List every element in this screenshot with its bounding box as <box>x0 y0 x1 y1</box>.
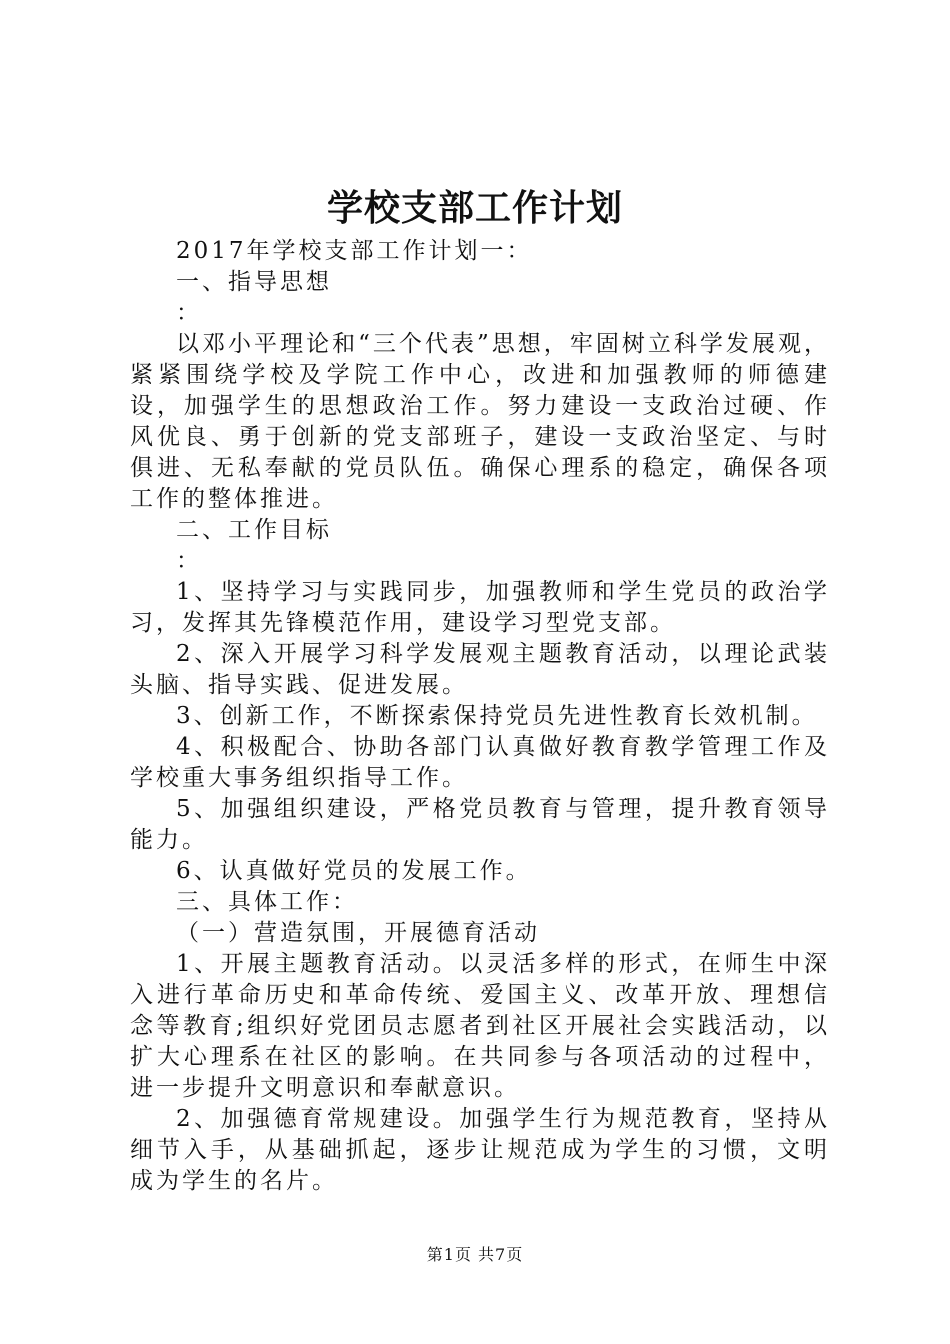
list-item: 1、坚持学习与实践同步，加强教师和学生党员的政治学习，发挥其先锋模范作用，建设学习型党支部。 <box>130 579 830 636</box>
list-item: 2、加强德育常规建设。加强学生行为规范教育，坚持从细节入手，从基础抓起，逐步让规范成为学生的习惯，文明成为学生的名片。 <box>130 1106 830 1194</box>
page-number-footer: 第1页 共7页 <box>426 1245 524 1264</box>
section-heading: 二、工作目标 <box>176 517 332 543</box>
document-body <box>130 236 830 1197</box>
paragraph: 2017年学校支部工作计划一： <box>176 238 533 264</box>
list-item: 2、深入开展学习科学发展观主题教育活动，以理论武装头脑、指导实践、促进发展。 <box>130 641 830 698</box>
list-item: 5、加强组织建设，严格党员教育与管理，提升教育领导能力。 <box>130 796 830 853</box>
paragraph: 以邓小平理论和“三个代表”思想，牢固树立科学发展观，紧紧围绕学校及学院工作中心，改进和加强教师的师德建设，加强学生的思想政治工作。努力建设一支政治过硬、作风优良、勇于创新的党支部班子，建设一支政治坚定、与时俱进、无私奉献的党员队伍。确保心理系的稳定，确保各项工作的整体推进。 <box>130 331 830 512</box>
list-item: 3、创新工作，不断探索保持党员先进性教育长效机制。 <box>176 703 818 729</box>
paragraph: ： <box>176 300 202 326</box>
document-title: 学校支部工作计划 <box>326 187 623 229</box>
list-item: 6、认真做好党员的发展工作。 <box>176 858 532 884</box>
subsection-heading: （一）营造氛围，开展德育活动 <box>176 920 540 946</box>
paragraph: ： <box>176 548 202 574</box>
list-item: 4、积极配合、协助各部门认真做好教育教学管理工作及学校重大事务组织指导工作。 <box>130 734 830 791</box>
list-item: 1、开展主题教育活动。以灵活多样的形式，在师生中深入进行革命历史和革命传统、爱国主义、改革开放、理想信念等教育;组织好党团员志愿者到社区开展社会实践活动，以扩大心理系在社区的影响。在共同参与各项活动的过程中，进一步提升文明意识和奉献意识。 <box>130 951 830 1101</box>
section-heading: 三、具体工作： <box>176 889 358 915</box>
section-heading: 一、指导思想 <box>176 269 332 295</box>
